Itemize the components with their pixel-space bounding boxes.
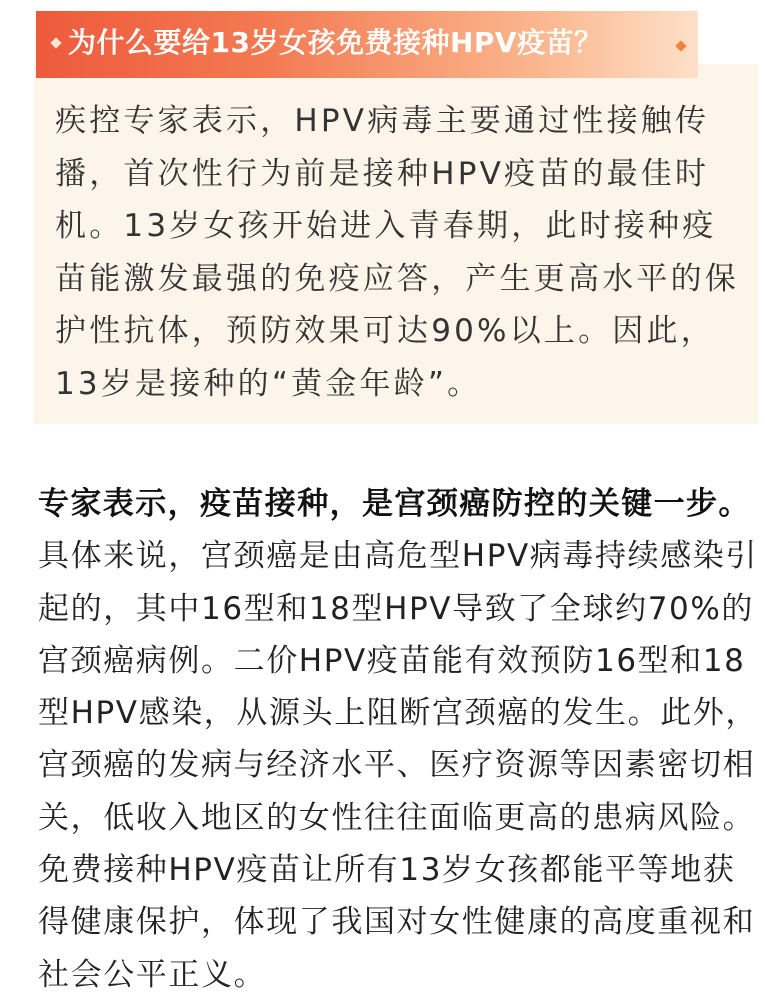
- article-paragraph: [38, 478, 762, 1001]
- card-paragraph: 疾控专家表示，HPV病毒主要通过性接触传播，首次性行为前是接种HPV疫苗的最佳时机。13岁女孩开始进入青春期，此时接种疫苗能激发最强的免疫应答，产生更高水平的保护性抗体，预防效果可达90%以上。因此，13岁是接种的“黄金年龄”。: [55, 103, 739, 402]
- banner-title: 为什么要给13岁女孩免费接种HPV疫苗？: [68, 26, 603, 59]
- paragraph-lead: 专家表示，疫苗接种，是宫颈癌防控的关键一步。: [38, 486, 751, 522]
- paragraph-body: 具体来说，宫颈癌是由高危型HPV病毒持续感染引起的，其中16型和18型HPV导致了全球约70%的宫颈癌病例。二价HPV疫苗能有效预防16型和18型HPV感染，从源头上阻断宫颈癌的发生。此外，宫颈癌的发病与经济水平、医疗资源等因素密切相关，低收入地区的女性往往面临更高的患病风险。免费接种HPV疫苗让所有13岁女孩都能平等地获得健康保护，体现了我国对女性健康的高度重视和社会公平正义。: [38, 538, 759, 993]
